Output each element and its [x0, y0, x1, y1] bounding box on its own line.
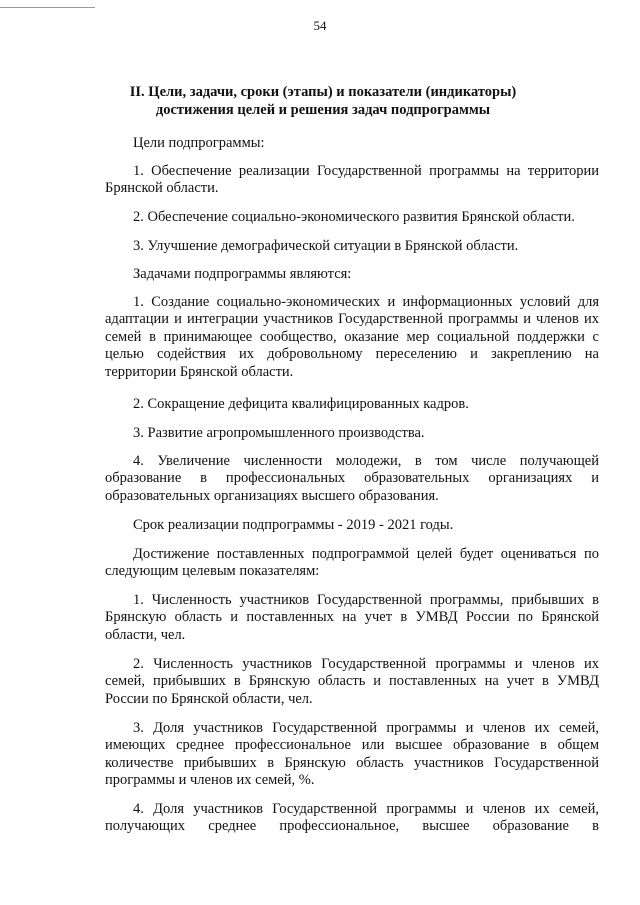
page-number: 54: [313, 18, 327, 33]
task-item-2: 2. Сокращение дефицита квалифицированных кадров.: [133, 396, 469, 412]
term-text: Срок реализации подпрограммы - 2019 - 2021 годы.: [133, 517, 454, 533]
indicator-item-3: 3. Доля участников Государственной программы и членов их семей, имеющих среднее профессиональное или высшее образование в общем количестве прибывших в Брянскую область участников Государственной программы и членов их семей, %.: [105, 720, 599, 789]
goal-item-3: 3. Улучшение демографической ситуации в Брянской области.: [133, 238, 519, 254]
tasks-intro: Задачами подпрограммы являются:: [133, 266, 352, 282]
goal-item-2: 2. Обеспечение социально-экономического развития Брянской области.: [133, 209, 575, 225]
indicator-item-4: 4. Доля участников Государственной программы и членов их семей, получающих среднее профессиональное, высшее образование в: [105, 801, 599, 835]
section-heading-line-1: II. Цели, задачи, сроки (этапы) и показатели (индикаторы): [129, 84, 517, 100]
indicator-item-2: 2. Численность участников Государственной программы и членов их семей, прибывших в Брянскую область и поставленных на учет в УМВД России по Брянской области, чел.: [105, 656, 599, 707]
indicators-intro: Достижение поставленных подпрограммой целей будет оцениваться по следующим целевым показателям:: [105, 546, 599, 580]
task-item-3: 3. Развитие агропромышленного производства.: [133, 425, 425, 441]
task-item-1: 1. Создание социально-экономических и информационных условий для адаптации и интеграции участников Государственной программы и членов их семей в принимающее сообщество, оказание мер социальной поддержки с целью содействия их добровольному переселению и закреплению на территории Брянской области.: [105, 294, 599, 380]
goals-intro: Цели подпрограммы:: [133, 135, 265, 151]
task-item-4: 4. Увеличение численности молодежи, в том числе получающей образование в профессиональных образовательных организациях и образовательных организациях высшего образования.: [105, 453, 599, 504]
goal-item-1: 1. Обеспечение реализации Государственной программы на территории Брянской области.: [105, 163, 599, 197]
section-heading-line-2: достижения целей и решения задач подпрограммы: [155, 102, 491, 118]
section-heading: [102, 83, 544, 119]
indicator-item-1: 1. Численность участников Государственной программы, прибывших в Брянскую область и поставленных на учет в УМВД России по Брянской области, чел.: [105, 592, 599, 643]
scan-artifact-line: [0, 7, 95, 8]
